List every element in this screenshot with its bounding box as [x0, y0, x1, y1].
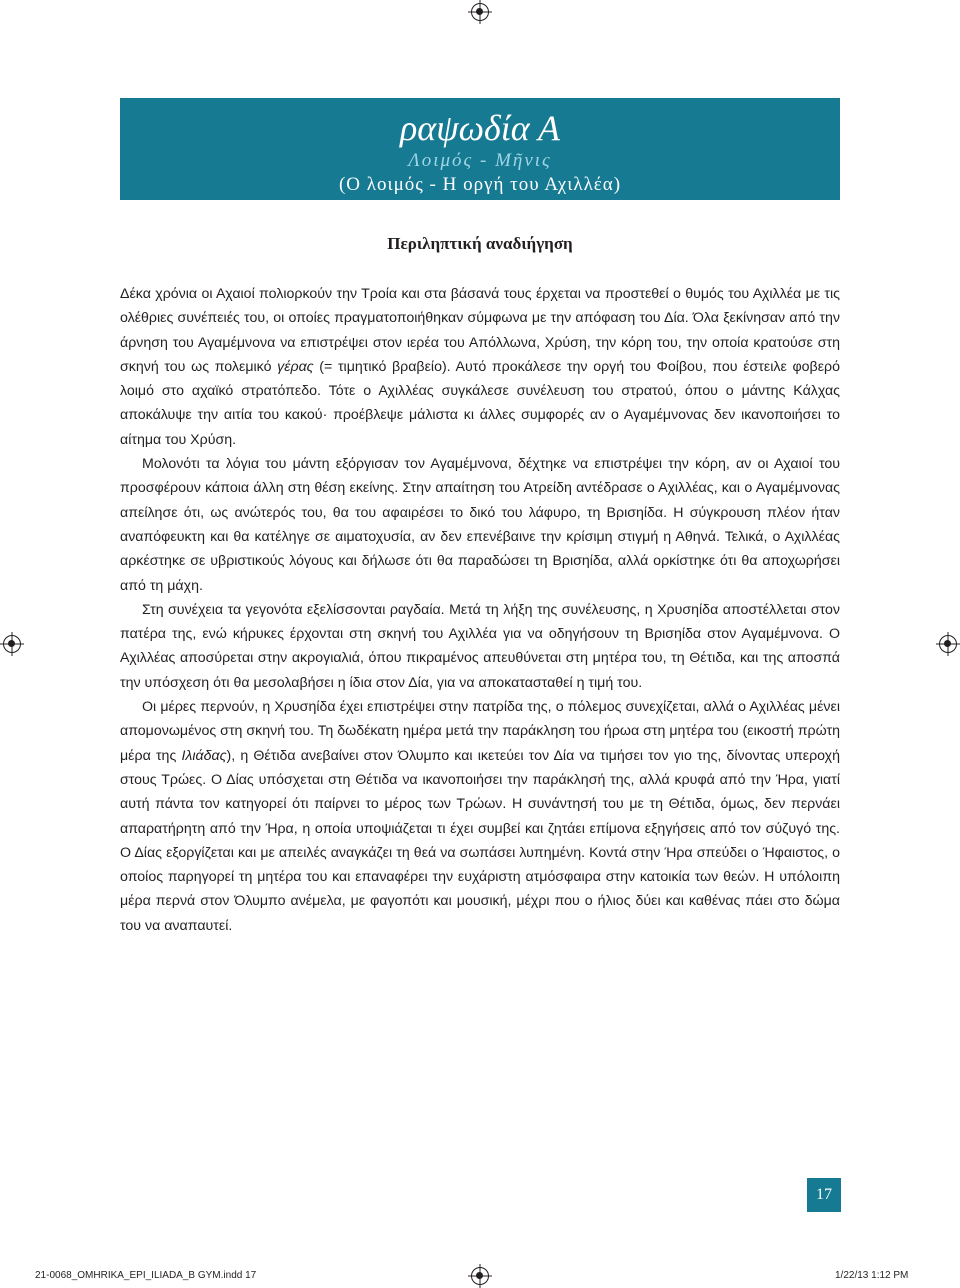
chapter-header	[120, 98, 840, 200]
registration-mark-icon	[939, 635, 957, 653]
section-heading: Περιληπτική αναδιήγηση	[387, 234, 573, 253]
body-text	[120, 282, 840, 938]
registration-mark-icon	[471, 3, 489, 21]
chapter-title: ραψωδία Α	[400, 108, 560, 148]
print-slug-file: 21-0068_OMHRIKA_EPI_ILIADA_B GYM.indd 17	[35, 1270, 257, 1281]
chapter-subtitle-modern: (Ο λοιμός - Η οργή του Αχιλλέα)	[338, 174, 622, 195]
page-number: 17	[807, 1178, 841, 1212]
registration-mark-icon	[3, 635, 21, 653]
paragraph: Στη συνέχεια τα γεγονότα εξελίσσονται ραγδαία. Μετά τη λήξη της συνέλευσης, η Χρυσηίδα αποστέλλεται στον πατέρα της, ενώ κήρυκες έρχονται στη σκηνή του Αχιλλέα για να οδηγήσουν τη Βρισηίδα στον Αγαμέμνονα. Ο Αχιλλέας αποσύρεται στην ακρογιαλιά, όπου πικραμένος απευθύνεται στη μητέρα του, τη Θέτιδα, και της αποσπά την υπόσχεση ότι θα μεσολαβήσει η ίδια στον Δία, για να αποκατασταθεί η τιμή του.	[120, 601, 840, 691]
paragraph: Δέκα χρόνια οι Αχαιοί πολιορκούν την Τροία και στα βάσανά τους έρχεται να προστεθεί ο θυμός του Αχιλλέα με τις ολέθριες συνέπειές του, οι οποίες πραγματοποιήθηκαν σύμφωνα με την απόφαση του Δία. Όλα ξεκίνησαν από την άρνηση του Αγαμέμνονα να επιστρέψει στον ιερέα του Απόλλωνα, Χρύση, την κόρη του, την οποία κρατούσε στη σκηνή του ως πολεμικό γέρας (= τιμητικό βραβείο). Αυτό προκάλεσε την οργή του Φοίβου, που έστειλε φοβερό λοιμό στο αχαϊκό στρατόπεδο. Τότε ο Αχιλλέας συγκάλεσε συνέλευση του στρατού, όπου ο μάντης Κάλχας αποκάλυψε την αιτία του κακού· προέβλεψε μάλιστα κι άλλες συμφορές αν ο Αγαμέμνονας δεν ικανοποιήσει το αίτημα του Χρύση.	[120, 286, 840, 448]
paragraph: Οι μέρες περνούν, η Χρυσηίδα έχει επιστρέψει στην πατρίδα της, ο πόλεμος συνεχίζεται, αλλά ο Αχιλλέας μένει απομονωμένος στη σκηνή του. Τη δωδέκατη ημέρα μετά την παράκληση του ήρωα στη μητέρα του (εικοστή πρώτη μέρα της Ιλιάδας), η Θέτιδα ανεβαίνει στον Όλυμπο και ικετεύει τον Δία να τιμήσει τον γιο της, δίνοντας υπεροχή στους Τρώες. Ο Δίας υπόσχεται στη Θέτιδα να ικανοποιήσει την παράκλησή της, αλλά κρυφά από την Ήρα, γιατί αυτή πάντα τον κατηγορεί ότι παίρνει το μέρος των Τρώων. Η συνάντησή του με τη Θέτιδα, όμως, δεν περνάει απαρατήρητη από την Ήρα, η οποία υποψιάζεται τι έχει συμβεί και ζητάει επίμονα εξηγήσεις από τον σύζυγό της. Ο Δίας εξοργίζεται και με απειλές αναγκάζει τη θεά να σωπάσει λυπημένη. Κοντά στην Ήρα σπεύδει ο Ήφαιστος, ο οποίος παρηγορεί τη μητέρα του και επαναφέρει την ευχάριστη ατμόσφαιρα στην κατοικία των θεών. Η υπόλοιπη μέρα περνά στον Όλυμπο ανέμελα, με φαγοπότι και μουσική, μέχρι που ο ήλιος δύει και καθένας πάει στο δώμα του να αναπαυτεί.	[120, 699, 840, 934]
chapter-subtitle-ancient: Λοιμός - Μῆνις	[408, 150, 552, 171]
print-slug-datetime: 1/22/13 1:12 PM	[835, 1270, 909, 1281]
paragraph: Μολονότι τα λόγια του μάντη εξόργισαν τον Αγαμέμνονα, δέχτηκε να επιστρέψει την κόρη, αν οι Αχαιοί του προσφέρουν κάποια άλλη στη θέση εκείνης. Στην απαίτηση του Ατρείδη αντέδρασε ο Αχιλλέας, και ο Αγαμέμνονας απείλησε ότι, ως ανώτερός του, θα του αφαιρέσει το δικό του λάφυρο, τη Βρισηίδα. Η σύγκρουση πλέον ήταν αναπόφευκτη και θα κατέληγε σε αιματοχυσία, αν δεν επενέβαινε την κρίσιμη στιγμή η Αθηνά. Τελικά, ο Αχιλλέας αρκέστηκε σε υβριστικούς λόγους και δήλωσε ότι θα παραδώσει τη Βρισηίδα, αλλά ορκίστηκε ότι θα αποχωρήσει από τη μάχη.	[120, 456, 840, 594]
registration-mark-icon	[471, 1267, 489, 1285]
